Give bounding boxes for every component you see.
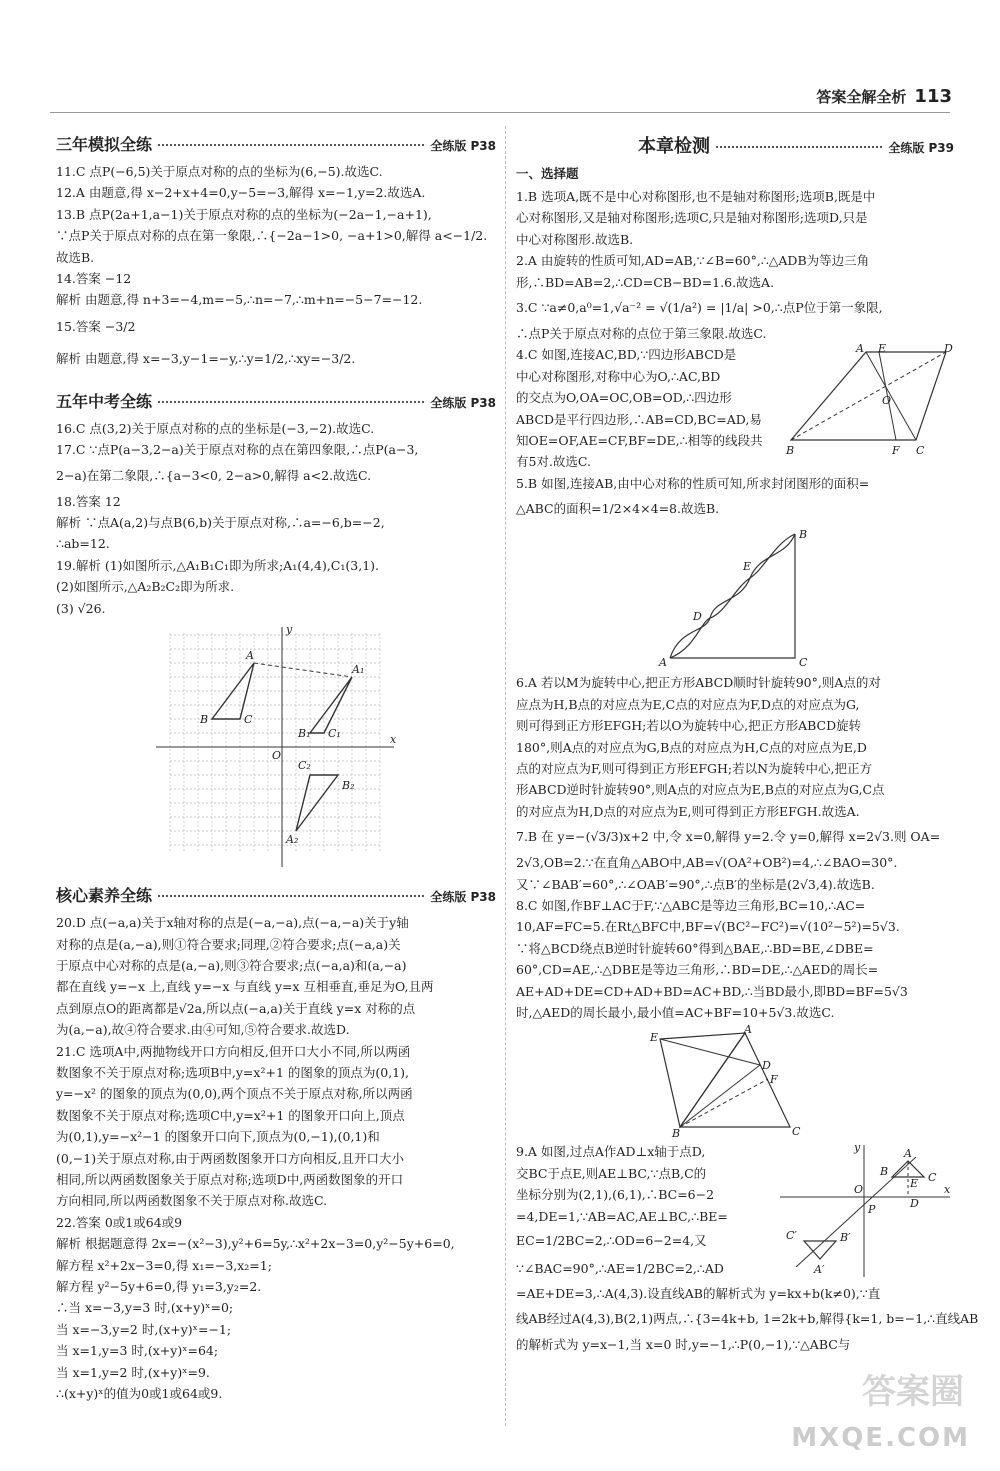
label-E: E (910, 1177, 919, 1191)
text-line: 坐标分别为(2,1),(6,1),∴BC=6−2 (516, 1187, 715, 1203)
text-line: ∵将△BCD绕点B逆时针旋转60°得到△BAE,∴BD=BE,∠DBE= (516, 940, 874, 956)
text-line: 1.B 选项A,既不是中心对称图形,也不是轴对称图形;选项B,既是中 (516, 189, 876, 204)
label-B: B (880, 1165, 889, 1179)
text-line: 方向相同,所以两函数图象不关于原点对称.故选C. (56, 1193, 328, 1209)
text-line: 3.C ∵a≠0,a⁰=1,√a⁻² = √(1/a²) = |1/a| >0,∴点P位于第一象限, (516, 300, 883, 316)
label-A1: A₁ (352, 663, 365, 677)
section-heading (516, 132, 954, 158)
section-body (56, 912, 496, 1404)
text-line: 解析 根据题意得 2x=−(x²−3),y²+6=5y,∴x²+2x−3=0,y²−5y+6=0, (56, 1236, 455, 1252)
label-C-prime: C′ (786, 1229, 797, 1243)
label-E: E (743, 560, 752, 574)
text-line: 180°,则A点的对应点为G,B点的对应点为H,C点的对应点为E,D (516, 739, 867, 755)
text-line: 解方程 x²+2x−3=0,得 x₁=−3,x₂=1; (56, 1257, 272, 1273)
subheading: 一、选择题 (516, 166, 579, 181)
section-title: 三年模拟全练 (56, 135, 153, 154)
text-line: 有5对.故选C. (516, 454, 592, 470)
text-line: 相同,所以两函数图象关于原点对称;选项D中,两函数图象的开口 (56, 1171, 404, 1187)
text-line: 19.解析 (1)如图所示,△A₁B₁C₁即为所求;A₁(4,4),C₁(3,1). (56, 557, 379, 573)
text-line: 解方程 y²−5y+6=0,得 y₁=3,y₂=2. (56, 1279, 262, 1294)
left-column (56, 126, 496, 1404)
problem-9-block (516, 1141, 954, 1283)
text-line: 线AB经过A(4,3),B(2,1)两点,∴{3=4k+b, 1=2k+b,解得{k=1, b=−1,∴直线AB (516, 1311, 979, 1327)
label-B: B (672, 1127, 681, 1141)
text-line: 21.C 选项A中,两抛物线开口方向相反,但开口大小不同,所以两函 (56, 1043, 411, 1059)
label-A: A (744, 1023, 752, 1037)
text-line: =AE+DE=3,∴A(4,3).设直线AB的解析式为 y=kx+b(k≠0),∵直 (516, 1286, 881, 1301)
section-ref: 全练版 P38 (430, 890, 496, 905)
page-number: 113 (914, 86, 952, 107)
label-E: E (650, 1031, 659, 1045)
text-line: 应点为H,B点的对应点为E,C点的对应点为F,D点的对应点为G, (516, 696, 860, 712)
text-line: 8.C 如图,作BF⊥AC于F,∵△ABC是等边三角形,BC=10,∴AC= (516, 897, 866, 913)
watermark-logo: 答案圈 (862, 1372, 964, 1412)
label-B2: B₂ (342, 779, 355, 793)
text-line: 数图象不关于原点对称;选项C中,y=x²+1 的图象开口向上,顶点 (56, 1107, 405, 1123)
text-line: 20.D 点(−a,a)关于x轴对称的点是(−a,−a),点(−a,−a)关于y轴 (56, 915, 409, 931)
label-O: O (882, 394, 892, 408)
text-line: 14.答案 −12 (56, 271, 132, 287)
figure-8-triangle (650, 1023, 820, 1141)
text-line: 对称的点是(a,−a),则①符合要求;同理,②符合要求;点(−a,a)关 (56, 936, 401, 952)
text-line: 都在直线 y=−x 上,直线 y=−x 与直线 y=x 互相垂直,垂足为O,且两 (56, 979, 434, 995)
text-line: (0,−1)关于原点对称,由于两函数图象开口方向相反,且开口大小 (56, 1150, 405, 1166)
text-line: 故选B. (56, 249, 95, 265)
text-line: 形ABCD逆时针旋转90°,则A点的对应点为E,B点的对应点为G,C点 (516, 782, 885, 798)
text-line: 当 x=1,y=3 时,(x+y)ˣ=64; (56, 1343, 219, 1359)
label-F: F (892, 444, 900, 458)
text-line: 11.C 点P(−6,5)关于原点对称的点的坐标为(6,−5).故选C. (56, 164, 383, 179)
label-A-prime: A′ (814, 1263, 825, 1277)
text-line: 中心对称图形.故选B. (516, 231, 634, 247)
text-line: 10,AF=FC=5.在Rt△BFC中,BF=√(BC²−FC²)=√(10²−5²)=5√3. (516, 919, 900, 935)
text-line: 于原点中心对称的点是(a,−a),则③符合要求;点(−a,a)和(a,−a) (56, 957, 407, 973)
label-D: D (944, 342, 953, 356)
page-header (816, 86, 952, 107)
text-line: 则可得到正方形EFGH;若以O为旋转中心,把正方形ABCD旋转 (516, 718, 862, 734)
figure-19-grid (146, 623, 406, 873)
column-divider (505, 126, 506, 1426)
label-y: y (286, 623, 293, 637)
text-line: 4.C 如图,连接AC,BD,∵四边形ABCD是 (516, 347, 737, 363)
text-line: EC=1/2BC=2,∴OD=6−2=4,又 (516, 1233, 707, 1248)
label-D: D (762, 1059, 771, 1073)
label-x: x (944, 1183, 951, 1197)
text-line: ∵∠BAC=90°,∴AE=1/2BC=2,∴AD (516, 1261, 724, 1276)
section-title: 核心素养全练 (56, 886, 153, 906)
section-body (56, 161, 496, 375)
problem-4-block (516, 344, 954, 472)
label-B: B (200, 713, 209, 727)
text-line: 16.C 点(3,2)关于原点对称的点的坐标是(−3,−2).故选C. (56, 420, 375, 436)
text-line: 60°,CD=AE,∴△DBE是等边三角形,∴BD=DE,∴△AED的周长= (516, 962, 879, 978)
text-line: 解析 由题意,得 x=−3,y−1=−y,∴y=1/2,∴xy=−3/2. (56, 350, 356, 366)
label-B-prime: B′ (840, 1231, 851, 1245)
right-column (516, 126, 979, 1356)
label-D: D (910, 1197, 919, 1211)
label-B: B (799, 528, 808, 542)
label-O: O (854, 1183, 864, 1197)
label-C: C (928, 1171, 937, 1185)
label-C1: C₁ (328, 727, 341, 741)
text-line: 当 x=−3,y=2 时,(x+y)ˣ=−1; (56, 1321, 232, 1337)
text-line: ∴当 x=−3,y=3 时,(x+y)ˣ=0; (56, 1300, 234, 1316)
label-C: C (244, 713, 253, 727)
text-line: ∴ab=12. (56, 536, 110, 552)
section-heading (56, 883, 496, 906)
label-A: A (904, 1147, 912, 1161)
watermark-site: MXQE.COM (791, 1423, 970, 1453)
text-line: 中心对称图形,对称中心为O,∴AC,BD (516, 368, 721, 384)
text-line: 交BC于点E,则AE⊥BC,∵点B,C的 (516, 1165, 707, 1181)
label-x: x (390, 733, 397, 747)
section-heading (56, 132, 496, 155)
text-line: 为(0,1),y=−x²−1 的图象开口向下,顶点为(0,−1),(0,1)和 (56, 1129, 380, 1145)
text-line: y=−x² 的图象的顶点为(0,0),两个顶点不关于原点对称,所以两函 (56, 1086, 413, 1102)
text-line: ABCD是平行四边形,∴AB=CD,BC=AD,易 (516, 411, 762, 427)
label-C: C (799, 656, 808, 670)
header-title: 答案全解全析 (816, 88, 907, 106)
text-line: 的对应点为H,D点的对应点为E,则可得到正方形EFGH.故选A. (516, 803, 860, 819)
header-rule (50, 112, 950, 113)
label-B1: B₁ (298, 727, 311, 741)
label-C2: C₂ (298, 759, 311, 773)
figure-9-coordinate (776, 1141, 954, 1281)
text-line: 的交点为O,OA=OC,OB=OD,∴四边形 (516, 390, 732, 406)
text-line: 2.A 由旋转的性质可知,AD=AB,∵∠B=60°,∴△ADB为等边三角 (516, 253, 870, 269)
text-line: 形,∴BD=AB=2,∴CD=CB−BD=1.6.故选A. (516, 274, 775, 290)
text-line: 5.B 如图,连接AB,由中心对称的性质可知,所求封闭图形的面积= (516, 475, 870, 491)
section-title: 五年中考全练 (56, 391, 153, 411)
label-E: E (878, 342, 887, 356)
text-line: 22.答案 0或1或64或9 (56, 1214, 183, 1230)
label-B: B (786, 444, 795, 458)
text-line: 知OE=OF,AE=CF,BF=DE,∴相等的线段共 (516, 433, 763, 449)
text-line: 时,△AED的周长最小,最小值=AC+BF=10+5√3.故选C. (516, 1004, 835, 1020)
figure-5-curve (655, 528, 815, 668)
text-line: ∴(x+y)ˣ的值为0或1或64或9. (56, 1386, 223, 1402)
text-line: 心对称图形,又是轴对称图形;选项C,只是轴对称图形;选项D,只是 (516, 210, 868, 226)
section-title: 本章检测 (638, 136, 710, 157)
text-line: 数图象不关于原点对称;选项B中,y=x²+1 的图象的顶点为(0,1), (56, 1064, 409, 1080)
label-y: y (854, 1141, 861, 1155)
label-D: D (693, 610, 702, 624)
text-line: 6.A 若以M为旋转中心,把正方形ABCD顺时针旋转90°,则A点的对 (516, 675, 881, 691)
text-line: 12.A 由题意,得 x−2+x+4=0,y−5=−3,解得 x=−1,y=2.故选A. (56, 185, 426, 201)
text-line: AE+AD+DE=CD+AD+BD=AC+BD,∴当BD最小,即BD=BF=5√3 (516, 983, 908, 999)
figure-4-parallelogram (786, 344, 951, 464)
label-A2: A₂ (286, 833, 299, 847)
text-line: 解析 由题意,得 n+3=−4,m=−5,∴n=−7,∴m+n=−5−7=−12. (56, 292, 423, 308)
label-C: C (792, 1125, 801, 1139)
label-O: O (272, 749, 282, 763)
text-line: △ABC的面积=1/2×4×4=8.故选B. (516, 501, 720, 517)
label-A: A (659, 656, 667, 670)
text-line: 为(a,−a),故④符合要求.由④可知,⑤符合要求.故选D. (56, 1022, 350, 1038)
text-line: 15.答案 −3/2 (56, 318, 136, 334)
text-line: 点到原点O的距离都是√2a,所以点(−a,a)关于直线 y=x 对称的点 (56, 1000, 416, 1016)
label-F: F (770, 1073, 778, 1087)
text-line: ∴点P关于原点对称的点位于第三象限.故选C. (516, 326, 767, 342)
text-line: (3) √26. (56, 600, 106, 616)
section-ref: 全练版 P38 (430, 395, 496, 410)
text-line: 18.答案 12 (56, 493, 121, 509)
label-P: P (868, 1203, 876, 1217)
text-line: 13.B 点P(2a+1,a−1)关于原点对称的点的坐标为(−2a−1,−a+1), (56, 206, 432, 222)
label-C: C (916, 444, 925, 458)
text-line: =4,DE=1,∵AB=AC,AE⊥BC,∴BE= (516, 1208, 728, 1224)
label-A: A (246, 649, 254, 663)
text-line: 9.A 如图,过点A作AD⊥x轴于点D, (516, 1144, 706, 1160)
text-line: 7.B 在 y=−(√3/3)x+2 中,令 x=0,解得 y=2.令 y=0,解得 x=2√3.则 OA= (516, 829, 941, 845)
text-line: 2√3,OB=2.∵在直角△ABO中,AB=√(OA²+OB²)=4,∴∠BAO=30°. (516, 855, 898, 871)
text-line: 又∵∠BAB′=60°,∴∠OAB′=90°,∴点B′的坐标是(2√3,4).故选B. (516, 876, 875, 892)
text-line: (2)如图所示,△A₂B₂C₂即为所求. (56, 579, 235, 595)
text-line: 2−a)在第二象限,∴{a−3<0, 2−a>0,解得 a<2.故选C. (56, 467, 372, 483)
text-line: 点的对应点为F,则可得到正方形EFGH;若以N为旋转中心,把正方 (516, 760, 873, 776)
section-ref: 全练版 P39 (888, 141, 954, 155)
text-line: 17.C ∵点P(a−3,2−a)关于原点对称的点在第四象限,∴点P(a−3, (56, 442, 419, 458)
section-body (56, 418, 496, 619)
section-ref: 全练版 P38 (430, 139, 496, 153)
text-line: 的解析式为 y=x−1,当 x=0 时,y=−1,∴P(0,−1),∵△ABC与 (516, 1337, 851, 1353)
section-heading (56, 389, 496, 412)
text-line: 当 x=1,y=2 时,(x+y)ˣ=9. (56, 1364, 210, 1380)
text-line: 解析 ∵点A(a,2)与点B(6,b)关于原点对称,∴a=−6,b=−2, (56, 515, 385, 531)
label-A: A (856, 342, 864, 356)
text-line: ∵点P关于原点对称的点在第一象限,∴{−2a−1>0, −a+1>0,解得 a<−1/2. (56, 228, 488, 244)
